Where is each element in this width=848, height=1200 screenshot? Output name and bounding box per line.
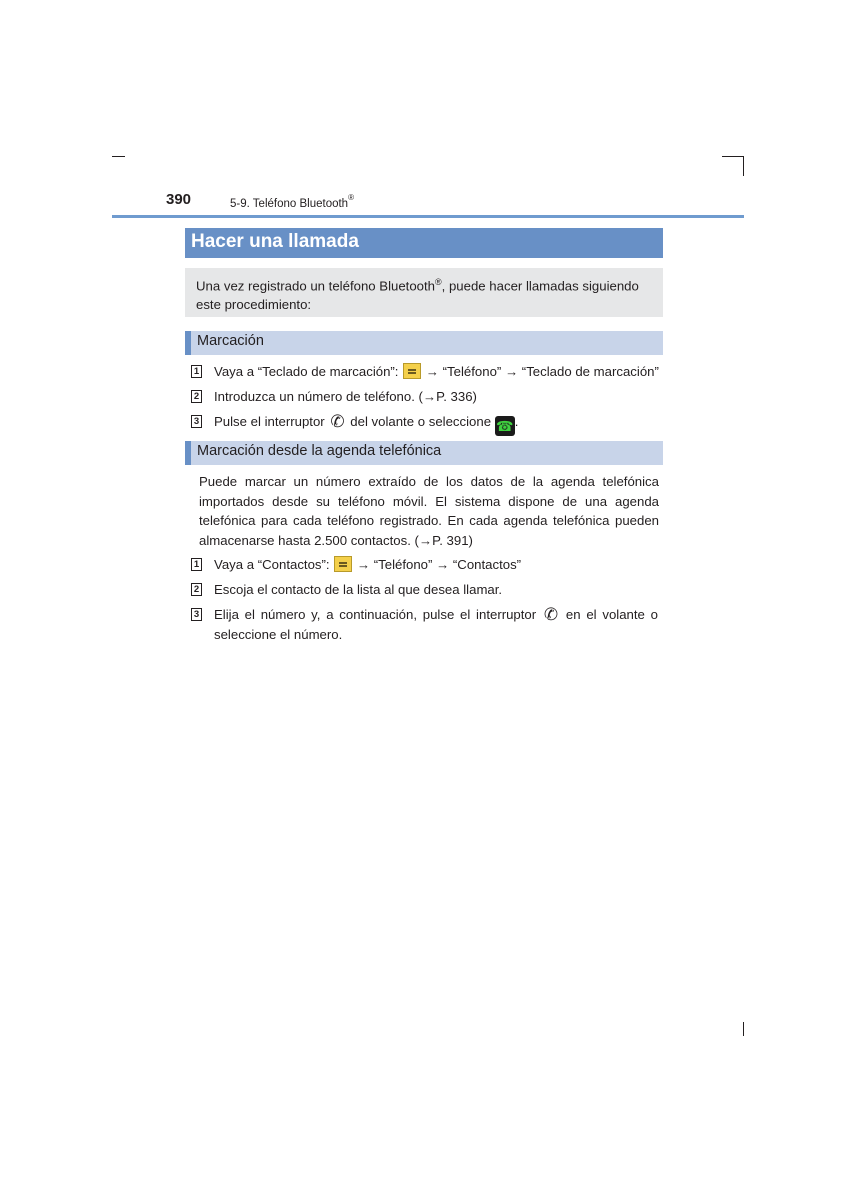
green-call-icon: ☎ [495, 418, 514, 434]
step-number: 3 [191, 415, 202, 428]
step-number: 2 [191, 390, 202, 403]
crop-mark [743, 1022, 744, 1036]
section-heading-agenda: Marcación desde la agenda telefónica [185, 441, 663, 465]
crop-mark [743, 156, 744, 176]
crop-mark [112, 156, 125, 157]
step-number: 1 [191, 365, 202, 378]
section-title: 5-9. Teléfono Bluetooth® [230, 193, 354, 210]
step-number: 2 [191, 583, 202, 596]
step-number: 1 [191, 558, 202, 571]
agenda-paragraph: Puede marcar un número extraído de los datos de la agenda telefónica importados desde su teléfono móvil. El sistema dispone de una agenda telefónica para cada teléfono registrado. En cada agenda telefónica pueden almacenarse hasta 2.500 contactos. (→P. 391) [199, 474, 659, 548]
page-number: 390 [166, 191, 192, 208]
intro-box: Una vez registrado un teléfono Bluetooth®, puede hacer llamadas siguiendo este procedimiento: [185, 268, 663, 317]
menu-icon [334, 556, 352, 572]
header-rule [112, 215, 744, 218]
step-number: 3 [191, 608, 202, 621]
section-heading-marcacion: Marcación [185, 331, 663, 355]
page-title: Hacer una llamada [185, 228, 663, 258]
menu-icon [403, 363, 421, 379]
steering-phone-switch-icon: ✆ [330, 412, 345, 431]
steering-phone-switch-icon: ✆ [543, 605, 559, 624]
crop-mark [722, 156, 744, 157]
